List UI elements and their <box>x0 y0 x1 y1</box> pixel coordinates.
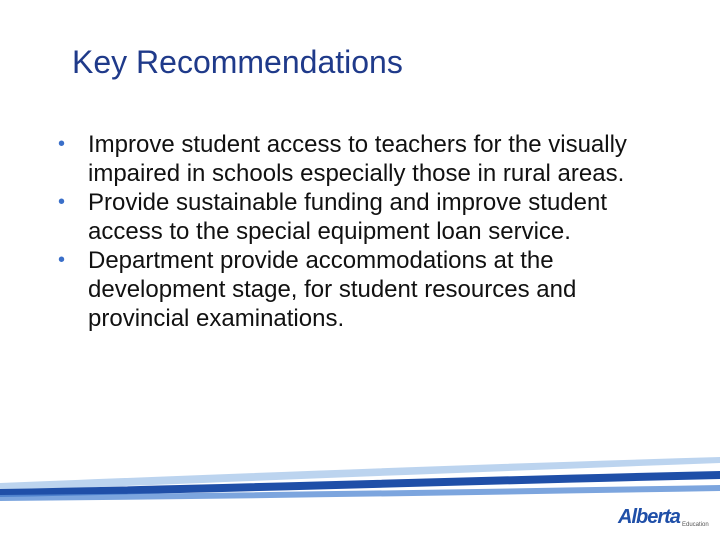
bullet-icon: • <box>58 133 66 155</box>
bullet-text: Improve student access to teachers for the visually impaired in schools especially those in rural areas. <box>88 131 627 187</box>
bullet-icon: • <box>58 249 66 271</box>
bullet-item <box>58 130 678 188</box>
slide-title: Key Recommendations <box>72 44 403 80</box>
bullet-icon: • <box>58 191 66 213</box>
bullet-item <box>58 246 678 333</box>
logo-wordmark: Alberta <box>618 506 680 528</box>
bullet-text: Provide sustainable funding and improve student access to the special equipment loan service. <box>88 189 607 245</box>
logo-subtitle: Education <box>682 522 709 528</box>
bullet-text: Department provide accommodations at the development stage, for student resources and provincial examinations. <box>88 247 577 332</box>
bullet-item <box>58 188 678 246</box>
decorative-swoosh <box>0 455 720 505</box>
bullet-list <box>58 130 678 333</box>
alberta-logo <box>618 506 718 536</box>
